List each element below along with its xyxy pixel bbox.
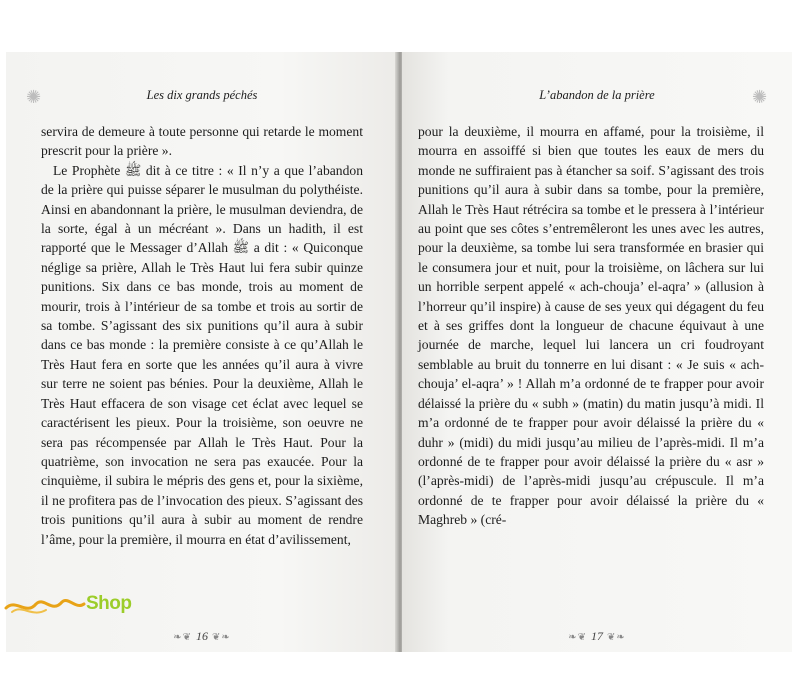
page-number-left: ❧❦ 16 ❦❧ <box>173 629 231 643</box>
right-page-text <box>418 122 764 530</box>
paragraph: Le Prophète ﷺ dit à ce titre : « Il n’y a que l’abandon de la prière qui puisse séparer le musulman du polythéiste. Ainsi en abandonnant la prière, le musulman deviendra, de la sorte, égal à un mécréant ». Dans un hadith, il est rapporté que le Messager d’Allah ﷺ a dit : « Quiconque néglige sa prière, Allah le Très Haut lui fera subir quinze punitions. Six dans ce bas monde, trois au moment de mourir, trois à l’intérieur de sa tombe et trois au sortir de sa tombe. S’agissant des six punitions qu’il aura à subir dans ce bas monde : la première consiste à ce qu’Allah le Très Haut fera en sorte que les années qu’il aura à vivre sur terre ne soient pas bénies. Pour la deuxième, Allah le Très Haut effacera de son visage cet éclat avec lequel se caractérisent les pieux. Pour la troisième, son oeuvre ne sera pas récompensée par Allah le Très Haut. Pour la quatrième, son invocation ne sera pas exaucée. Pour la cinquième, il subira le mépris des gens et, pour la sixième, il ne profitera pas de l’invocation des pieux. S’agissant des trois punitions qu’il aura à subir au moment de rendre l’âme, pour la première, il mourra en état d’avilissement, <box>41 162 363 547</box>
folio-ornament-icon: ❦❧ <box>607 632 626 643</box>
left-page <box>6 52 398 652</box>
paragraph: servira de demeure à toute personne qui retarde le moment prescrit pour la prière ». <box>41 124 363 159</box>
left-page-text <box>41 122 363 549</box>
paragraph: pour la deuxième, il mourra en affamé, pour la troisième, il mourra en assoiffé si bien que toutes les eaux de mers du monde ne suffiraient pas à étancher sa soif. S’agissant des trois punitions qu’il aura à subir dans sa tombe, pour la première, Allah le Très Haut rétrécira sa tombe et le pressera à l’intérieur au point que ses côtes s’entremêleront les unes avec les autres, pour la deuxième, sa tombe lui sera transformée en brasier qui le consumera jour et nuit, pour la troisième, on lâchera sur lui un horrible serpent appelé « ach-chouja’ el-aqra’ » (allusion à l’horreur qu’il inspire) à cause de ses yeux qui dégagent du feu et à ses griffes dont la longueur de chacune équivaut à une journée de marche, lequel lui lancera un cri foudroyant semblable au bruit du tonnerre en lui disant : « Je suis « ach-chouja’ el-aqra’ » ! Allah m’a ordonné de te frapper pour avoir délaissé la prière du « subh » (matin) du matin jusqu’à midi. Il m’a ordonné de te frapper pour avoir délaissé la prière du « duhr » (midi) du midi jusqu’au milieu de l’après-midi. Il m’a ordonné de te frapper pour avoir délaissé la prière du « asr » (l’après-midi) de l’après-midi jusqu’au crépuscule. Il m’a ordonné de te frapper pour avoir délaissé la prière du « Maghreb » (cré- <box>418 124 764 528</box>
folio-ornament-icon: ❧❦ <box>173 632 192 643</box>
page-number-right: ❧❦ 17 ❦❧ <box>568 629 626 643</box>
running-head-left: Les dix grands péchés <box>146 88 258 102</box>
ornament-icon: ✺ <box>26 87 42 107</box>
folio-ornament-icon: ❧❦ <box>568 632 587 643</box>
ornament-icon: ✺ <box>752 87 768 107</box>
book-spread <box>6 52 792 652</box>
right-page <box>402 52 792 652</box>
folio-ornament-icon: ❦❧ <box>212 632 231 643</box>
shop-logo-text: Shop <box>86 593 132 614</box>
running-head-right: L’abandon de la prière <box>539 88 655 102</box>
